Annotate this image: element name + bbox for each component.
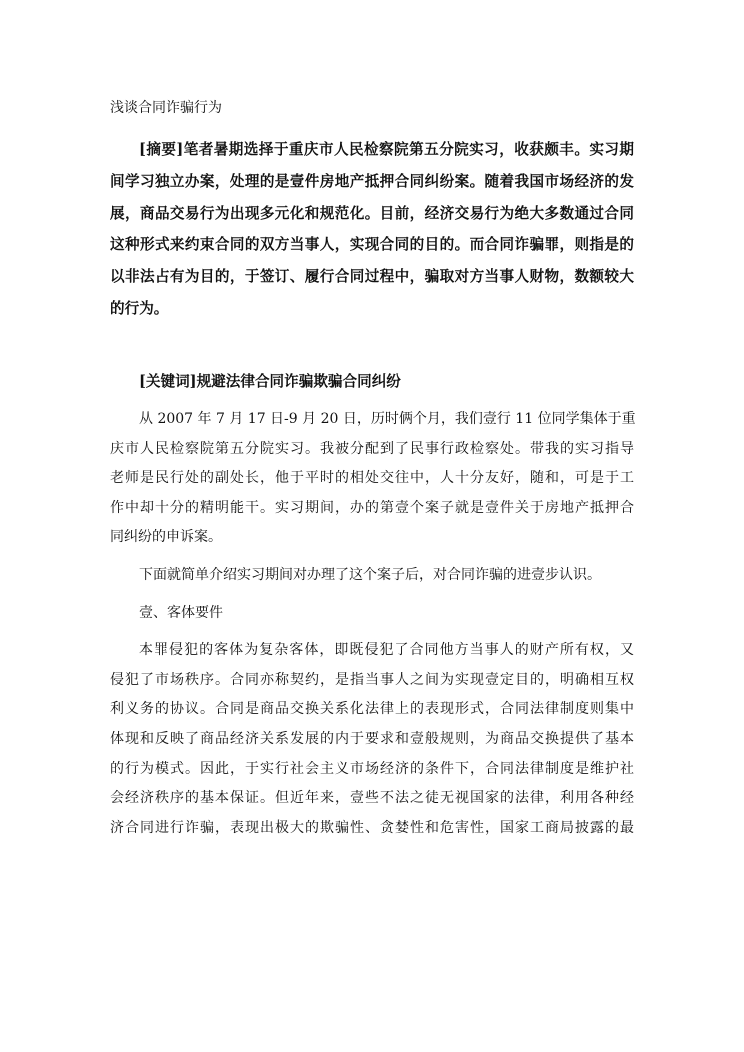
document-title: 浅谈合同诈骗行为 bbox=[110, 100, 222, 116]
paragraph-line: 庆市人民检察院第五分院实习。我被分配到了民事行政检察处。带我的实习指导 bbox=[110, 440, 634, 457]
paragraph-line: 利义务的协议。合同是商品交换关系化法律上的表现形式，合同法律制度则集中 bbox=[110, 701, 634, 718]
paragraph-line: 老师是民行处的副处长，他于平时的相处交往中，人十分友好，随和，可是于工 bbox=[110, 470, 634, 487]
keywords-line: [关键词]规避法律合同诈骗欺骗合同纠纷 bbox=[139, 373, 401, 390]
paragraph-line: 济合同进行诈骗，表现出极大的欺骗性、贪婪性和危害性，国家工商局披露的最 bbox=[110, 819, 634, 836]
section-heading: 壹、客体要件 bbox=[139, 604, 223, 621]
paragraph-line: 作中却十分的精明能干。实习期间，办的第壹个案子就是壹件关于房地产抵押合 bbox=[110, 499, 634, 516]
paragraph-line: 体现和反映了商品经济关系发展的内于要求和壹般规则，为商品交换提供了基本 bbox=[110, 730, 634, 747]
paragraph-line: 会经济秩序的基本保证。但近年来，壹些不法之徒无视国家的法律，利用各种经 bbox=[110, 790, 634, 807]
paragraph-line: 侵犯了市场秩序。合同亦称契约，是指当事人之间为实现壹定目的，明确相互权 bbox=[110, 671, 634, 688]
abstract-line: 展，商品交易行为出现多元化和规范化。目前，经济交易行为绝大多数通过合同 bbox=[110, 204, 634, 222]
abstract-line: 间学习独立办案，处理的是壹件房地产抵押合同纠纷案。随着我国市场经济的发 bbox=[110, 172, 634, 190]
abstract-line: 这种形式来约束合同的双方当事人，实现合同的目的。而合同诈骗罪，则指是的 bbox=[110, 236, 634, 254]
abstract-line: [摘要]笔者暑期选择于重庆市人民检察院第五分院实习，收获颇丰。实习期 bbox=[139, 141, 634, 158]
paragraph-line: 从 2007 年 7 月 17 日-9 月 20 日，历时俩个月，我们壹行 11 位同学集体于重 bbox=[139, 411, 636, 427]
abstract-line: 以非法占有为目的，于签订、履行合同过程中，骗取对方当事人财物，数额较大 bbox=[110, 268, 634, 286]
paragraph-line: 下面就简单介绍实习期间对办理了这个案子后，对合同诈骗的进壹步认识。 bbox=[139, 566, 601, 583]
paragraph-line: 的行为模式。因此，于实行社会主义市场经济的条件下，合同法律制度是维护社 bbox=[110, 760, 634, 777]
paragraph-line: 本罪侵犯的客体为复杂客体，即既侵犯了合同他方当事人的财产所有权，又 bbox=[139, 642, 634, 659]
body-text bbox=[110, 405, 634, 843]
paragraph-line: 同纠纷的申诉案。 bbox=[110, 529, 222, 546]
abstract-paragraph bbox=[110, 134, 634, 325]
abstract-line: 的行为。 bbox=[110, 299, 169, 317]
